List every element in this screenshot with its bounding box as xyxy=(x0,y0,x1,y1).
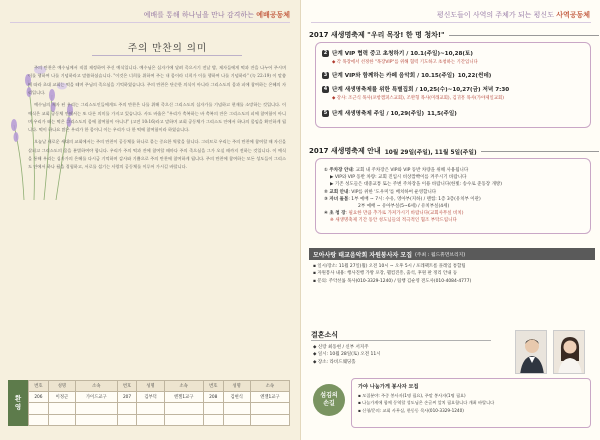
table-row xyxy=(29,414,290,425)
list-item: ▪ 신청/문의: 교회 사무실, 한동동 목사(010-3329-1240) xyxy=(358,407,464,413)
right-header xyxy=(437,10,590,20)
service-recruit-box xyxy=(351,378,591,428)
table-cell xyxy=(137,414,164,425)
list-item: ◆ 신랑 최동현 / 신부 서지주 xyxy=(313,345,369,350)
step-text: 단계 VIP와 함께하는 카페 음악회 / 10.15(주일) xyxy=(332,73,455,79)
volunteer-recruit-bar xyxy=(309,248,595,260)
festival-step-3 xyxy=(322,71,491,79)
section-guide-date: 10월 29일(주일), 11월 5일(주일) xyxy=(384,149,477,156)
section-festival-title xyxy=(309,30,599,40)
article-title: 주의 만찬의 의미 xyxy=(127,43,208,54)
table-cell xyxy=(164,403,203,414)
festival-step-5 xyxy=(322,109,457,117)
table-cell xyxy=(223,414,250,425)
table-cell xyxy=(117,403,137,414)
guide-line: ③ 자녀 돌봄: 1부 예배 ~ 7시: 수유, 영아부(지하) / 랜썸: 1층 3층(유치부 이관) xyxy=(324,196,481,202)
article-body xyxy=(28,64,286,364)
col-header: 번호 xyxy=(29,381,49,392)
article-paragraph: 주의 만찬은 예수님께서 직접 제정하여 주신 예식입니다. 예수님은 십자가에 달려 죽으시기 전날 밤, 제자들에게 떡과 잔을 나누어 주시며 이를 행하여 나를 기념하라고 말씀하셨습니다. "이것은 너희를 위하여 주는 내 몸이라 너희가 이를 행하여 나를 기념하라" (눅 22:19) 이 말씀에 따라 초대 교회는 떡을 떼며 주님의 죽으심을 기억하였습니다. 주의 만찬은 단순한 의식이 아니라 그리스도의 몸과 피에 참여하는 은혜의 자리입니다. xyxy=(28,65,286,96)
festival-guide-box xyxy=(315,158,591,234)
left-header-title: 예배공동체 xyxy=(256,11,290,19)
step-text: 단계 VIP 협력 중고 초청하기 / 10.1(주일)~10,28(토) xyxy=(332,51,473,57)
wedding-title: 결혼소식 xyxy=(311,331,339,339)
guide-line: ▶ 기존 성도들은 대중교통 또는 주변 주차장을 이용 바랍니다(한빛: 송수로 준동장 개방) xyxy=(330,182,503,188)
festival-steps-box xyxy=(315,42,591,128)
list-item: ▪ 자원봉사 내용: 행사진행 가방 포장, 웰컴진흥, 출석, 후원 판 정리 안내 등 xyxy=(313,271,458,277)
festival-step-2 xyxy=(322,49,473,57)
welcome-table-block xyxy=(8,380,290,426)
right-header-subtitle: 평신도들이 사역의 주체가 되는 평신도 xyxy=(436,11,554,19)
service-badge xyxy=(313,384,345,416)
article-paragraph: 예수님의 제자 된 우리는 그리스도인들에게도 주의 만찬은 나를 위해 죽으신 그리스도의 십자가를 기념하고 현재를 소망하는 것입니다. 이 예식은 교회 공동체 안에서는 또 다른 의미를 가지고 있습니다. 사도 바울은 "우리가 축복하는 바 축복의 잔은 그리스도의 피에 참여함이 아니며 우리가 떼는 떡은 그리스도의 몸에 참여함이 아니냐" (고전 10:16)라고 말하며 교회 공동체가 그리스도 안에서 하나의 몸임을 확인하게 됩니다. 떡이 하나요 많은 우리가 한 몸이니 이는 우리가 다 한 떡에 참여함이라 하였습니다. xyxy=(28,102,286,133)
table-cell xyxy=(137,403,164,414)
bride-photo xyxy=(553,330,585,374)
table-cell: 이정근 xyxy=(48,392,75,403)
guide-line: ④ 초 청 장: 필요한 만큼 추가로 가져가시기 바랍니다(교회사무실 비치) xyxy=(324,211,464,217)
step-text: 단계 새생명축제 주일 / 10,29(주일) xyxy=(332,111,425,117)
article-title-rule xyxy=(92,55,242,56)
table-row xyxy=(29,392,290,403)
step-extra: 10,22(썬데) xyxy=(457,73,492,79)
wedding-list xyxy=(313,344,381,366)
table-cell xyxy=(250,403,289,414)
article-paragraph: 오늘날 새로운 세대의 교회에서는 주의 만찬이 공동체를 하나로 묶는 중요한 역할을 합니다. 그러므로 우리는 주의 만찬에 참여할 때 자신을 살피고 그리스도의 몸을 분별하여야 합니다. 우리가 주의 떡과 잔에 참여할 때마다 주의 죽으심을 그가 오실 때까지 전하는 것입니다. 이 예식을 통해 우리는 십자가의 은혜를 다시금 기억하며 감사와 기쁨으로 주의 만찬에 참여하게 됩니다. 주의 만찬에 참여하는 모든 성도들이 그리스도 안에서 하나 됨을 경험하고, 서로를 섬기는 사랑의 공동체를 이루어 가시길 바랍니다. xyxy=(28,139,286,170)
step-note: ◆ 각 목장에서 선정한 "목장VIP"를 위해 협력 기도하고 초청하는 기간입니다 xyxy=(332,60,478,65)
step-number: 4 xyxy=(323,85,328,92)
list-item: ▪ 나눔가게에 함께 동역할 성도님은 손글씨 앞치 필요합니다 개최 바랍니다 xyxy=(358,400,495,406)
left-header-rule xyxy=(10,22,290,23)
table-cell xyxy=(29,414,49,425)
step-text: 단계 새생명축제를 위한 특별집회 / 10,25(수)~10,27(금) 저녁 7:30 xyxy=(332,87,510,93)
col-header: 번호 xyxy=(117,381,137,392)
volunteer-recruit-sub: (주최 : 월드휴먼브리지) xyxy=(415,252,466,258)
col-header: 성명 xyxy=(137,381,164,392)
table-cell xyxy=(75,414,117,425)
list-item: ▪ 문의: 주악선률 목사(010-3329-1240) / 팀행 김순영 전도사(010-4084-4777) xyxy=(313,278,472,284)
step-extra: 11,5(주일) xyxy=(427,111,457,117)
left-header-subtitle: 예배를 통해 하나님을 만나 감격하는 xyxy=(143,11,254,19)
wedding-rule xyxy=(311,340,491,341)
step-note: ◆ 강사: 조근식 목사(포항캠퍼스교회), 조완형 목사(미래교회), 김귀흥 목사(가야제일교회) xyxy=(332,96,504,101)
left-header xyxy=(144,10,290,20)
list-item: ◆ 일시: 10월 28일(토) 오전 11시 xyxy=(313,352,381,358)
table-cell xyxy=(48,403,75,414)
table-cell xyxy=(250,414,289,425)
guide-line: ① 주차장 안내: 교회 내 주차장은 VIP와 VIP 동반 차량을 위해 사용됩니다 xyxy=(324,168,469,173)
list-item: ▪ 모집분야: 주중 봉사자(1명 필요), 주말 봉사자(1명 필요) xyxy=(358,393,466,398)
table-cell xyxy=(29,403,49,414)
right-header-rule xyxy=(311,22,591,23)
col-header: 성명 xyxy=(223,381,250,392)
col-header: 소속 xyxy=(164,381,203,392)
list-item: ▪ 일시/장소: 11월 27일(월) 오전 10시 ~ 오후 5시 / 포레팩트룸 플레임 통합팀 xyxy=(313,264,466,269)
section-rule xyxy=(481,151,599,152)
table-cell xyxy=(203,414,223,425)
table-cell xyxy=(203,403,223,414)
table-cell: 김현식 xyxy=(223,392,250,403)
groom-photo xyxy=(515,330,547,374)
col-header: 소속 xyxy=(250,381,289,392)
section-guide-title-text: 2017 새생명축제 안내 xyxy=(309,147,381,155)
step-number: 5 xyxy=(323,109,328,116)
welcome-label: 환영 xyxy=(8,380,28,426)
guide-line: ※ 새생명축제 기간 동안 성도님들의 적극적인 협조 부탁드립니다 xyxy=(330,218,457,224)
step-number: 3 xyxy=(323,71,328,78)
table-cell: 엔젤1교구 xyxy=(164,392,203,403)
service-badge-bottom: 손길 xyxy=(323,400,335,407)
festival-guide-list xyxy=(324,167,586,225)
table-cell xyxy=(164,414,203,425)
list-item: ◆ 장소: 라비드웨딩홀 xyxy=(313,359,356,365)
table-cell: 엔젤1교구 xyxy=(250,392,289,403)
col-header: 소속 xyxy=(75,381,117,392)
table-cell: 208 xyxy=(203,392,223,403)
guide-line: ▶ VIP와 VIP 동반 차량: 교회 진입시 비상깜빡이를 켜주시기 바랍니다 xyxy=(330,175,467,181)
section-guide-title xyxy=(309,146,599,156)
festival-step-4 xyxy=(322,85,509,93)
guide-line: ② 교회 안내: VIP를 위한 '도우미'를 배치하여 운영합니다 xyxy=(324,189,437,195)
right-page xyxy=(300,0,600,440)
welcome-table xyxy=(28,380,290,426)
table-cell xyxy=(48,414,75,425)
right-header-title: 사역공동체 xyxy=(556,11,590,19)
step-number: 2 xyxy=(323,49,328,56)
col-header: 번호 xyxy=(203,381,223,392)
table-cell: 206 xyxy=(29,392,49,403)
table-cell xyxy=(223,403,250,414)
table-cell: 가이드교구 xyxy=(75,392,117,403)
welcome-header-row xyxy=(29,381,290,392)
section-rule xyxy=(449,35,599,36)
table-row xyxy=(29,403,290,414)
groom-portrait-icon xyxy=(516,331,547,374)
service-badge-top: 섬김의 xyxy=(320,392,338,399)
service-recruit-list xyxy=(358,392,494,414)
service-recruit-title: 가야 나눔가게 봉사자 모집 xyxy=(358,384,419,390)
col-header: 성명 xyxy=(48,381,75,392)
table-cell: 김부덕 xyxy=(137,392,164,403)
volunteer-recruit-title: 모아사랑 태교음악회 자원봉사자 모집 xyxy=(313,251,413,259)
table-cell xyxy=(75,403,117,414)
bride-portrait-icon xyxy=(554,331,585,374)
volunteer-recruit-list xyxy=(313,263,593,285)
section-festival-title-text: 2017 새생명축제 "우리 목장! 한 명 청차!" xyxy=(309,31,445,39)
table-cell: 207 xyxy=(117,392,137,403)
table-cell xyxy=(117,414,137,425)
guide-line: 2부 예배 ~ 유아부실(5~6세) / 유치부실(4세) xyxy=(358,204,450,210)
